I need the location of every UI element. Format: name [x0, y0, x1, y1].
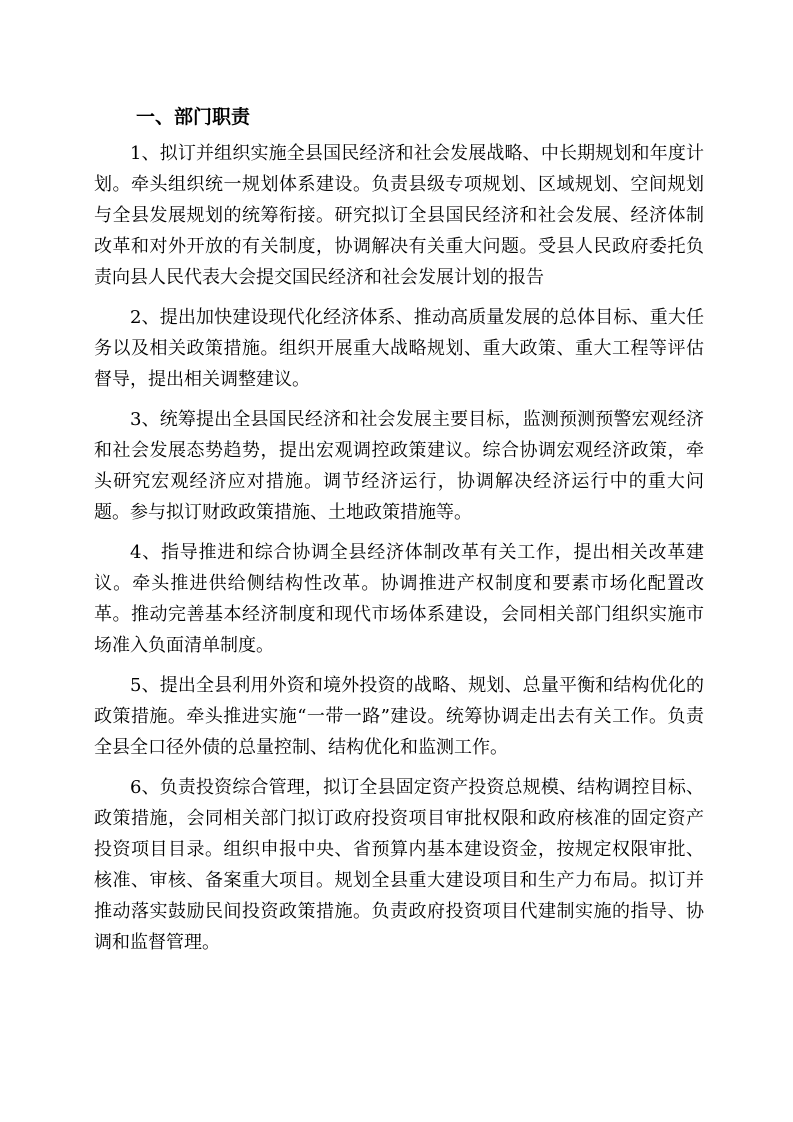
- paragraph-3: 3、统筹提出全县国民经济和社会发展主要目标，监测预测预警宏观经济和社会发展态势趋势，提出宏观调控政策建议。综合协调宏观经济政策，牵头研究宏观经济应对措施。调节经济运行，协调解决经济运行中的重大问题。参与拟订财政政策措施、土地政策措施等。: [94, 409, 704, 523]
- paragraph-5: 5、提出全县利用外资和境外投资的战略、规划、总量平衡和结构优化的政策措施。牵头推进实施“一带一路”建设。统筹协调走出去有关工作。负责全县全口径外债的总量控制、结构优化和监测工作。: [94, 675, 704, 758]
- section-title: 一、部门职责: [136, 106, 251, 128]
- paragraph-2: 2、提出加快建设现代化经济体系、推动高质量发展的总体目标、重大任务以及相关政策措施。组织开展重大战略规划、重大政策、重大工程等评估督导，提出相关调整建议。: [94, 307, 704, 390]
- paragraph-4: 4、指导推进和综合协调全县经济体制改革有关工作，提出相关改革建议。牵头推进供给侧结构性改革。协调推进产权制度和要素市场化配置改革。推动完善基本经济制度和现代市场体系建设，会同相关部门组织实施市场准入负面清单制度。: [94, 542, 704, 656]
- document-body: [94, 138, 704, 967]
- paragraph-6: 6、负责投资综合管理，拟订全县固定资产投资总规模、结构调控目标、政策措施，会同相关部门拟订政府投资项目审批权限和政府核准的固定资产投资项目目录。组织申报中央、省预算内基本建设资金，按规定权限审批、核准、审核、备案重大项目。规划全县重大建设项目和生产力布局。拟订并推动落实鼓励民间投资政策措施。负责政府投资项目代建制实施的指导、协调和监督管理。: [94, 777, 704, 953]
- paragraph-1: 1、拟订并组织实施全县国民经济和社会发展战略、中长期规划和年度计划。牵头组织统一规划体系建设。负责县级专项规划、区域规划、空间规划与全县发展规划的统筹衔接。研究拟订全县国民经济和社会发展、经济体制改革和对外开放的有关制度，协调解决有关重大问题。受县人民政府委托负责向县人民代表大会提交国民经济和社会发展计划的报告: [94, 143, 704, 288]
